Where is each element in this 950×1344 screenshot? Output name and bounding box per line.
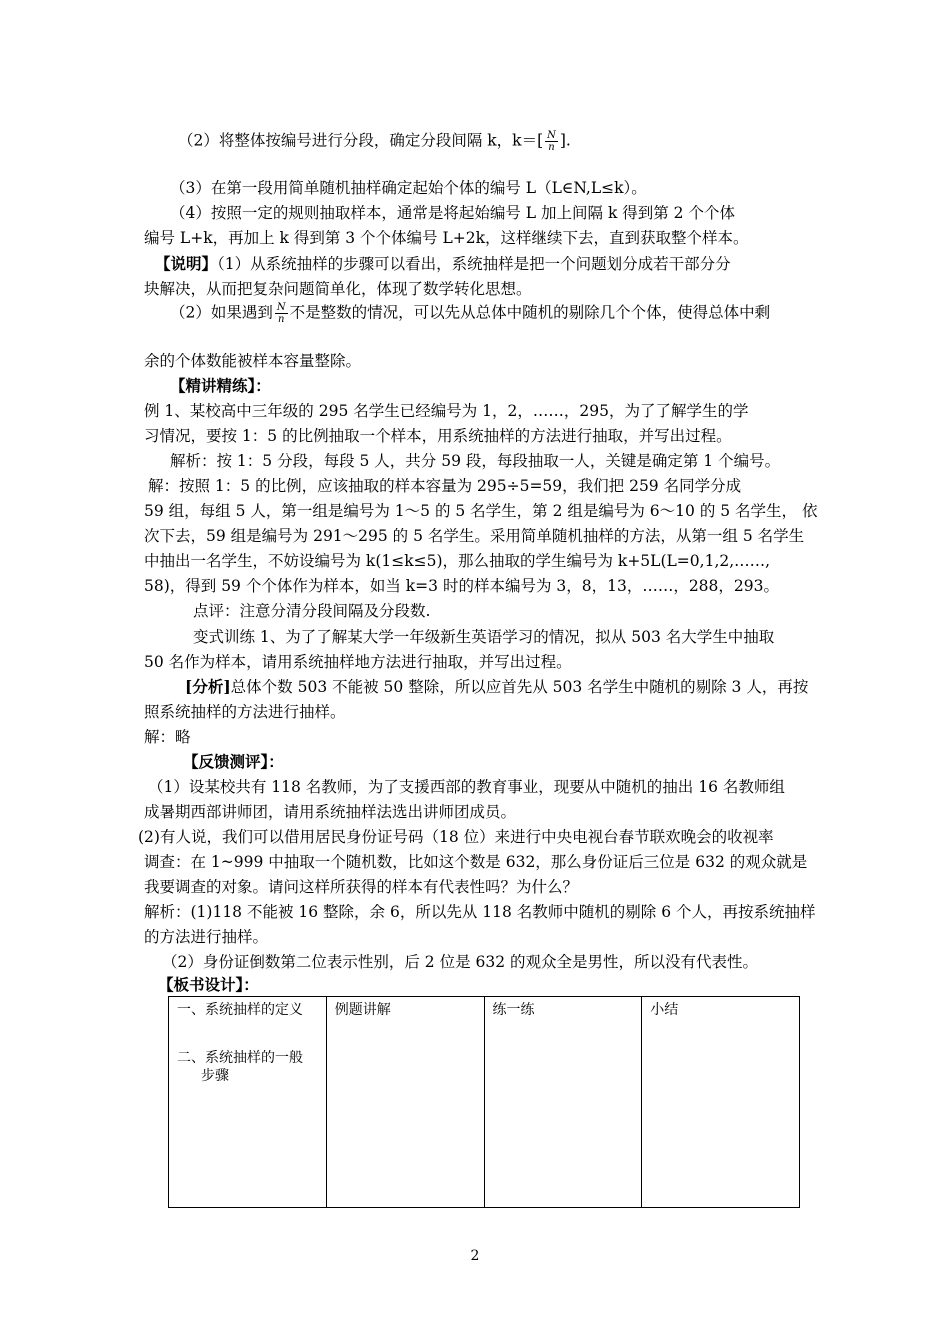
question-1-line-2: 成暑期西部讲师团，请用系统抽样法选出讲师团成员。 <box>144 803 517 821</box>
example-1-line-1: 例 1、某校高中三年级的 295 名学生已经编号为 1，2，……，295，为了了解学生的学 <box>144 402 749 420</box>
comment: 点评：注意分清分段间隔及分段数. <box>193 602 431 620</box>
lecture-heading: 【精讲精练】： <box>170 376 271 395</box>
board-design-table <box>168 996 800 1208</box>
step-2-text: （2）将整体按编号进行分段，确定分段间隔 k，k＝[ <box>178 131 544 150</box>
fraction-N-over-n: $\frac{N}{n}$ <box>276 302 286 325</box>
step-2 <box>178 130 571 153</box>
note-line-1: 【说明】（1）从系统抽样的步骤可以看出，系统抽样是把一个问题划分成若干部分分 <box>155 254 731 273</box>
board-cell-practice: 练一练 <box>484 997 642 1208</box>
board-cell-examples: 例题讲解 <box>326 997 484 1208</box>
note-label: 【说明】 <box>155 254 218 273</box>
solution-line-5: 58)，得到 59 个个体作为样本，如当 k=3 时的样本编号为 3，8，13，……，288，293。 <box>144 577 779 595</box>
board-cell-summary: 小结 <box>642 997 800 1208</box>
note-line-2: 块解决，从而把复杂问题简单化，体现了数学转化思想。 <box>144 280 532 298</box>
solution-line-1: 解：按照 1：5 的比例，应该抽取的样本容量为 295÷5=59，我们把 259 名同学分成 <box>148 477 742 495</box>
solution-line-4: 中抽出一名学生，不妨设编号为 k(1≤k≤5)，那么抽取的学生编号为 k+5L(L=0,1,2,……, <box>144 552 771 570</box>
answer-2: （2）身份证倒数第二位表示性别，后 2 位是 632 的观众全是男性，所以没有代表性。 <box>162 953 759 971</box>
answer-omitted: 解：略 <box>144 728 191 746</box>
step-4-line-2: 编号 L+k，再加上 k 得到第 3 个个体编号 L+2k，这样继续下去，直到获取整个样本。 <box>144 229 749 247</box>
step-2-tail: ]. <box>559 131 571 150</box>
board-cell-definition: 一、系统抽样的定义 二、系统抽样的一般 步骤 <box>169 997 327 1208</box>
analysis-line-2: 照系统抽样的方法进行抽样。 <box>144 703 346 721</box>
step-4-line-1: （4）按照一定的规则抽取样本，通常是将起始编号 L 加上间隔 k 得到第 2 个个体 <box>170 204 735 222</box>
step-3: （3）在第一段用简单随机抽样确定起始个体的编号 L（L∈N,L≤k）。 <box>170 179 647 197</box>
note-2: （2）如果遇到 $\frac{N}{n}$ 不是整数的情况，可以先从总体中随机的剔除几个个体，使得总体中剩 <box>170 302 771 325</box>
analysis-line-1: [分析]总体个数 503 不能被 50 整除，所以应首先从 503 名学生中随机的剔除 3 人，再按 <box>185 677 809 696</box>
variation-line-1: 变式训练 1、为了了解某大学一年级新生英语学习的情况，拟从 503 名大学生中抽取 <box>193 628 775 646</box>
example-1-analysis: 解析：按 1：5 分段，每段 5 人，共分 59 段，每段抽取一人，关键是确定第 1 个编号。 <box>170 452 781 470</box>
question-2-line-3: 我要调查的对象。请问这样所获得的样本有代表性吗？为什么？ <box>144 878 579 896</box>
solution-line-3: 次下去，59 组是编号为 291～295 的 5 名学生。采用简单随机抽样的方法，从第一组 5 名学生 <box>144 527 805 545</box>
variation-line-2: 50 名作为样本，请用系统抽样地方法进行抽取，并写出过程。 <box>144 653 572 671</box>
page-number: 2 <box>470 1248 480 1264</box>
question-2-line-2: 调查：在 1~999 中抽取一个随机数，比如这个数是 632，那么身份证后三位是 632 的观众就是 <box>144 853 808 871</box>
feedback-heading: 【反馈测评】： <box>183 752 284 771</box>
fraction-N-over-n: $\frac{N}{n}$ <box>547 130 556 153</box>
question-1-line-1: （1）设某校共有 118 名教师，为了支援西部的教育事业，现要从中随机的抽出 16 名教师组 <box>148 778 785 796</box>
answer-1-line-1: 解析：(1)118 不能被 16 整除，余 6，所以先从 118 名教师中随机的剔除 6 个人，再按系统抽样 <box>144 903 816 921</box>
table-row <box>169 997 800 1208</box>
note-2-line-2: 余的个体数能被样本容量整除。 <box>144 352 362 370</box>
example-1-line-2: 习情况，要按 1：5 的比例抽取一个样本，用系统抽样的方法进行抽取，并写出过程。 <box>144 427 732 445</box>
board-heading: 【板书设计】： <box>158 975 259 994</box>
solution-line-2: 59 组，每组 5 人，第一组是编号为 1～5 的 5 名学生，第 2 组是编号为 6～10 的 5 名学生， 依 <box>144 502 818 520</box>
question-2-line-1: (2)有人说，我们可以借用居民身份证号码（18 位）来进行中央电视台春节联欢晚会的收视率 <box>138 828 774 846</box>
answer-1-line-2: 的方法进行抽样。 <box>144 928 269 946</box>
analysis-label: [分析] <box>185 677 231 696</box>
